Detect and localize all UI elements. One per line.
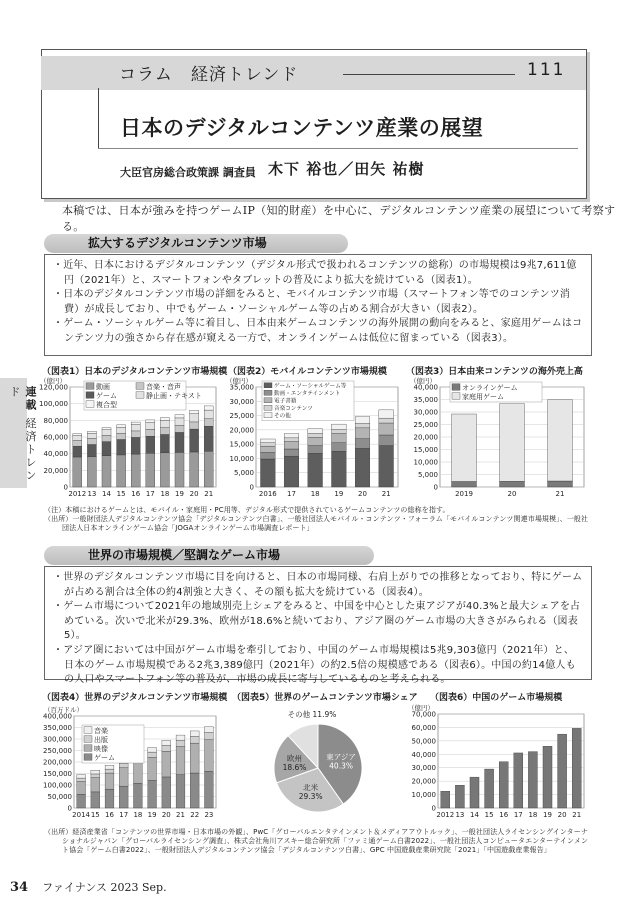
x-tick-label: 21 [176, 811, 185, 819]
bar-segment [131, 425, 140, 431]
bar-segment [117, 455, 126, 487]
x-tick-label: 19 [175, 490, 184, 498]
legend-swatch [86, 383, 94, 390]
legend-swatch [136, 392, 144, 399]
bar-segment [331, 451, 346, 487]
bar-segment [175, 452, 184, 487]
bar-segment [190, 452, 199, 487]
bar-segment [146, 430, 155, 437]
y-tick-label: 35,000 [413, 396, 438, 404]
bar-segment [260, 459, 275, 487]
x-tick-label: 20 [189, 490, 199, 498]
section1-notes [44, 506, 589, 533]
x-tick-label: 21 [572, 811, 582, 819]
y-tick-label: 25,000 [413, 421, 438, 429]
legend-label: 音楽・音声 [146, 382, 181, 391]
y-tick-label: 20,000 [413, 433, 438, 442]
page-footer [10, 879, 167, 895]
x-tick-label: 21 [204, 490, 214, 498]
legend-label: 家庭用ゲーム [462, 392, 504, 401]
note: （出所）一般財団法人デジタルコンテンツ協会「デジタルコンテンツ白書」、一般社団法人モバイル・コンテンツ・フォーラム「モバイルコンテンツ関連市場規模」、一般社団法人日本オンラインゲーム協会「JOGAオンラインゲーム市場調査レポート」 [44, 515, 589, 532]
y-tick-label: 40,000 [413, 383, 438, 392]
bar-segment [548, 400, 573, 481]
y-tick-label: 10,000 [413, 458, 438, 467]
bar-segment [355, 439, 370, 449]
bar-segment [73, 446, 82, 457]
legend-swatch [84, 754, 92, 761]
bar-segment [87, 431, 96, 433]
bullet: ・ 日本のデジタルコンテンツ市場の詳細をみると、モバイルコンテンツ市場（スマートフォン等でのコンテンツ消費）が成長しており、中でもゲーム・ソーシャルゲーム等の占める割合が大きい（図表2）。 [53, 288, 583, 317]
side-tab-label: 連載 経済トレンド [8, 386, 37, 483]
x-tick-label: 15 [116, 490, 126, 498]
bar-segment [441, 791, 450, 808]
pie-label: 東アジア [326, 752, 356, 762]
y-unit-label: （百万ドル） [44, 706, 83, 714]
bar-segment [190, 731, 199, 736]
bar-segment [190, 414, 199, 422]
legend-label: 音楽コンテンツ [274, 405, 313, 412]
y-tick-label: 100,000 [43, 781, 72, 790]
x-tick-label: 17 [145, 490, 155, 498]
y-tick-label: 80,000 [43, 416, 68, 425]
bar-segment [102, 456, 111, 487]
pie-value: 18.6% [282, 763, 307, 773]
bullet: ・ ゲーム・ソーシャルゲーム等に着目し、日本由来ゲームコンテンツの海外展開の動向をみると、家庭用ゲームはコンテンツ力の強さから存在感が窺える一方で、オンラインゲームは低位に留まっている（図表3）。 [53, 317, 583, 346]
legend-swatch [452, 384, 460, 391]
bar-segment [105, 769, 114, 773]
y-tick-label: 5,000 [233, 469, 254, 478]
page-number: 34 [10, 880, 29, 895]
bar-segment [102, 442, 111, 456]
bar-segment [105, 789, 114, 808]
legend-swatch [264, 383, 272, 388]
x-tick-label: 20 [507, 490, 517, 498]
bar-segment [355, 417, 370, 424]
bar-segment [204, 451, 213, 487]
bar-segment [284, 449, 299, 456]
bar-segment [176, 740, 185, 746]
x-tick-label: 17 [119, 811, 129, 819]
title-vertical-rule [98, 88, 99, 148]
y-tick-label: 15,000 [229, 440, 254, 449]
y-tick-label: 0 [433, 483, 438, 492]
fig4-chart [36, 702, 222, 822]
bar-segment [204, 771, 213, 808]
bar-segment [284, 442, 299, 449]
x-tick-label: 18 [133, 811, 143, 819]
bar-segment [331, 443, 346, 452]
legend-swatch [264, 413, 272, 418]
pie-label: その他 11.9% [287, 710, 337, 719]
section2-notes: （出所）経済産業省「コンテンツの世界市場・日本市場の外観」、PwC「グローバルエンタテインメント＆メディアアウトルック」、一般社団法人ライセンシングインターナショナルジャパン「グローバルライセンシング調査」、株式会社角川アスキー総合研究所「ファミ通ゲーム白書2022」、一般社団法人コンピュータエンターテインメント協会「ゲーム白書2022」、一般財団法人デジタルコンテンツ協会「デジタルコンテンツ白書」、GPC 中国遊戯産業研究院「2021」「中国遊戯産業報告」 [44, 828, 589, 854]
bar-segment [379, 423, 394, 435]
bar-segment [204, 732, 213, 739]
bar-segment [331, 433, 346, 442]
column-label: コラム 経済トレンド [119, 65, 299, 85]
x-tick-label: 16 [105, 811, 114, 819]
y-tick-label: 20,000 [229, 426, 254, 435]
bullet: ・ ゲーム市場について2021年の地域別売上シェアをみると、中国を中心とした東アジアが40.3%と最大シェアを占めている。次いで北米が29.3%、欧州が18.6%と続いており、アジア圏のゲーム市場の大きさがみられる（図表5）。 [53, 600, 583, 644]
bar-segment [190, 429, 199, 452]
y-tick-label: 150,000 [43, 770, 72, 778]
header-rule [343, 74, 515, 75]
bar-segment [105, 765, 114, 769]
x-tick-label: 20 [557, 811, 567, 819]
x-tick-label: 17 [513, 811, 523, 819]
legend-label: 動画・エンタテインメント [274, 390, 341, 397]
bar-segment [176, 775, 185, 808]
bar-segment [190, 422, 199, 429]
bar-segment [133, 762, 142, 783]
x-tick-label: 17 [287, 490, 296, 498]
legend-swatch [84, 745, 92, 752]
bar-segment [131, 454, 140, 487]
legend-label: 静止画・テキスト [146, 391, 202, 400]
bar-segment [117, 425, 126, 427]
legend-swatch [84, 736, 92, 743]
legend-label: オンラインゲーム [462, 383, 518, 392]
y-tick-label: 40,000 [411, 750, 436, 759]
section1-heading: 拡大するデジタルコンテンツ市場 [44, 234, 348, 253]
x-tick-label: 20 [358, 490, 367, 498]
column-number: 111 [527, 60, 566, 80]
bar-segment [308, 434, 323, 438]
bar-segment [73, 440, 82, 446]
legend-swatch [86, 392, 94, 399]
x-tick-label: 23 [204, 811, 214, 819]
bar-segment [117, 440, 126, 455]
bar-segment [355, 428, 370, 439]
bar-segment [176, 747, 185, 775]
fig2-chart [222, 375, 402, 499]
y-tick-label: 30,000 [413, 408, 438, 417]
x-tick-label: 19 [543, 811, 552, 819]
y-tick-label: 100,000 [39, 400, 68, 409]
y-tick-label: 20,000 [43, 466, 68, 475]
bar-segment [102, 428, 111, 430]
fig3-chart [404, 375, 590, 499]
bar-segment [379, 435, 394, 446]
y-tick-label: 70,000 [411, 710, 436, 719]
bar-segment [73, 435, 82, 440]
bar-segment [160, 435, 169, 453]
bar-segment [355, 448, 370, 487]
y-tick-label: 200,000 [43, 758, 72, 767]
bar-segment [500, 481, 525, 487]
x-tick-label: 15 [90, 811, 100, 819]
bar-segment [119, 768, 128, 786]
bar-segment [162, 740, 171, 745]
x-tick-label: 18 [528, 811, 538, 819]
fig3-title: （図表3）日本由来コンテンツの海外売上高 [406, 367, 583, 377]
bar-segment [204, 727, 213, 733]
y-tick-label: 15,000 [413, 446, 438, 454]
x-tick-label: 16 [499, 811, 509, 819]
bar-segment [148, 780, 157, 808]
bar-segment [117, 427, 126, 433]
fig1-title: （図表1）日本のデジタルコンテンツ市場規模 [42, 367, 228, 377]
title-horizontal-rule [98, 148, 578, 149]
y-unit-label: （億円） [226, 377, 252, 385]
bar-segment [485, 769, 494, 808]
bar-segment [175, 415, 184, 418]
legend-label: ゲーム [94, 753, 115, 762]
bar-segment [119, 763, 128, 767]
legend-swatch [264, 390, 272, 395]
x-tick-label: 13 [455, 811, 465, 819]
bar-segment [105, 773, 114, 789]
bar-segment [175, 425, 184, 432]
legend-label: 動画 [96, 382, 110, 391]
x-tick-label: 2016 [258, 490, 277, 498]
bar-segment [190, 736, 199, 743]
bullet: ・ アジア圏においては中国がゲーム市場を牽引しており、中国のゲーム市場規模は5兆9,303億円（2021年）と、日本のゲーム市場規模である2兆3,389億円（2021年）の約2.5倍の規模感である（図表6）。中国の約14億人もの人口やスマートフォン等の普及が、市場の成長に寄与しているものと考えられる。 [53, 644, 583, 688]
bar-segment [146, 453, 155, 487]
bar-segment [160, 453, 169, 487]
bar-segment [131, 437, 140, 454]
bar-segment [190, 410, 199, 414]
x-tick-label: 2012 [436, 811, 455, 819]
y-tick-label: 60,000 [43, 433, 68, 442]
author-department: 大臣官房総合政策課 調査員 [120, 166, 256, 179]
article-title: 日本のデジタルコンテンツ産業の展望 [120, 116, 484, 140]
legend-label: 音楽 [94, 726, 108, 735]
bar-segment [284, 438, 299, 442]
x-tick-label: 16 [131, 490, 141, 498]
x-tick-label: 18 [310, 490, 320, 498]
bar-segment [379, 418, 394, 423]
legend-label: 電子書籍 [274, 398, 297, 405]
pie-label: 北米 [303, 783, 319, 793]
fig5-chart [236, 702, 416, 822]
bar-segment [379, 446, 394, 487]
bar-segment [117, 433, 126, 439]
bar-segment [73, 434, 82, 436]
fig2-title: （図表2）モバイルコンテンツ市場規模 [228, 367, 387, 377]
y-tick-label: 40,000 [43, 450, 68, 459]
bar-segment [308, 437, 323, 445]
fig5-title: （図表5）世界のゲームコンテンツ市場シェア [232, 693, 418, 703]
y-tick-label: 5,000 [417, 471, 438, 479]
y-tick-label: 30,000 [411, 764, 436, 773]
x-tick-label: 2012 [68, 490, 87, 498]
legend-swatch [264, 405, 272, 410]
bar-segment [260, 439, 275, 443]
y-unit-label: （億円） [408, 704, 434, 712]
bar-segment [77, 775, 86, 778]
bar-segment [87, 433, 96, 438]
bar-segment [308, 453, 323, 487]
fig6-title: （図表6）中国のゲーム市場規模 [430, 693, 563, 703]
bar-segment [260, 443, 275, 446]
bar-segment [308, 429, 323, 434]
bar-segment [133, 783, 142, 808]
legend-label: ゲーム [96, 391, 117, 400]
bar-segment [162, 777, 171, 808]
fig4-title: （図表4）世界のデジタルコンテンツ市場規模 [42, 693, 228, 703]
bar-segment [204, 410, 213, 419]
pie-value: 40.3% [329, 761, 353, 771]
bar-segment [146, 423, 155, 430]
bar-segment [190, 773, 199, 808]
bar-segment [176, 735, 185, 740]
bar-segment [162, 751, 171, 777]
bar-segment [514, 753, 523, 808]
y-tick-label: 300,000 [43, 735, 72, 744]
bar-segment [77, 794, 86, 808]
x-tick-label: 2014 [72, 811, 91, 819]
bar-segment [160, 428, 169, 435]
bar-segment [148, 757, 157, 780]
bar-segment [73, 457, 82, 487]
x-tick-label: 14 [470, 811, 479, 819]
bar-segment [331, 429, 346, 433]
bar-segment [162, 745, 171, 751]
bar-segment [260, 452, 275, 459]
y-tick-label: 400,000 [43, 712, 72, 721]
bar-segment [87, 445, 96, 457]
x-tick-label: 20 [161, 811, 171, 819]
x-tick-label: 15 [484, 811, 494, 819]
bar-segment [131, 431, 140, 438]
bar-segment [77, 782, 86, 795]
x-tick-label: 22 [190, 811, 200, 819]
bar-segment [379, 410, 394, 418]
y-tick-label: 35,000 [229, 383, 254, 392]
y-tick-label: 10,000 [229, 454, 254, 463]
y-tick-label: 25,000 [229, 412, 254, 421]
legend-label: 複合型 [96, 400, 117, 409]
bar-segment [355, 424, 370, 428]
x-tick-label: 2019 [455, 490, 473, 498]
x-tick-label: 18 [160, 490, 170, 498]
bar-segment [87, 439, 96, 445]
legend-swatch [86, 401, 94, 408]
legend-label: その他 [274, 413, 291, 420]
x-tick-label: 13 [87, 490, 97, 498]
bar-segment [284, 434, 299, 438]
bar-segment [131, 422, 140, 425]
bar-segment [543, 746, 552, 808]
bar-segment [160, 421, 169, 428]
bar-segment [148, 748, 157, 753]
y-tick-label: 10,000 [411, 791, 436, 800]
bar-segment [284, 456, 299, 487]
legend-label: 出版 [94, 735, 108, 744]
bar-segment [204, 740, 213, 772]
bar-segment [91, 774, 100, 778]
bar-segment [146, 420, 155, 423]
bar-segment [102, 435, 111, 441]
y-tick-label: 0 [431, 804, 436, 813]
y-unit-label: （億円） [410, 377, 436, 385]
bar-segment [260, 446, 275, 452]
bar-segment [148, 752, 157, 757]
bar-segment [87, 457, 96, 487]
y-tick-label: 0 [63, 483, 68, 492]
bar-segment [91, 792, 100, 808]
section2-heading: 世界の市場規模／堅調なゲーム市場 [44, 546, 374, 565]
x-tick-label: 19 [147, 811, 157, 819]
bar-segment [452, 482, 477, 488]
y-tick-label: 20,000 [411, 777, 436, 786]
bullet: ・ 世界のデジタルコンテンツ市場に目を向けると、日本の市場同様、右肩上がりでの推移となっており、特にゲームが占める割合は全体の約4割強と大きく、その額も拡大を続けている（図表4）。 [53, 571, 583, 600]
bar-segment [548, 481, 573, 487]
y-tick-label: 60,000 [411, 723, 436, 732]
x-tick-label: 21 [555, 490, 565, 498]
y-tick-label: 250,000 [43, 747, 72, 755]
legend-swatch [452, 393, 460, 400]
bar-segment [204, 406, 213, 410]
bar-segment [91, 778, 100, 792]
bar-segment [204, 419, 213, 426]
y-tick-label: 0 [249, 483, 254, 492]
y-tick-label: 50,000 [411, 737, 436, 746]
section2-bullets [44, 566, 592, 686]
bar-segment [160, 418, 169, 421]
y-tick-label: 30,000 [229, 397, 254, 406]
bar-segment [119, 786, 128, 808]
bar-segment [175, 418, 184, 426]
pie-label: 欧州 [286, 754, 302, 764]
bar-segment [175, 432, 184, 452]
bar-segment [499, 762, 508, 808]
author-names: 木下 裕也／田矢 祐樹 [268, 160, 425, 178]
y-unit-label: （億円） [40, 377, 66, 385]
side-tab [0, 378, 37, 488]
y-tick-label: 0 [67, 804, 72, 813]
bar-segment [146, 436, 155, 453]
bar-segment [500, 404, 525, 482]
bar-segment [308, 446, 323, 454]
legend-swatch [136, 383, 144, 390]
lead-paragraph: 本稿では、日本が強みを持つゲームIP（知的財産）を中心に、デジタルコンテンツ産業の展望について考察する。 [62, 204, 616, 233]
bar-segment [455, 785, 464, 808]
bullet: ・ 近年、日本におけるデジタルコンテンツ（デジタル形式で扱われるコンテンツの総称）の市場規模は9兆7,611億円（2021年）と、スマートフォンやタブレットの普及により拡大を続けている（図表1）。 [53, 259, 583, 288]
footer-text: ファイナンス 2023 Sep. [42, 881, 167, 894]
fig1-chart [36, 375, 222, 499]
bar-segment [91, 770, 100, 774]
bar-segment [452, 414, 477, 482]
note: （注）本稿におけるゲームとは、モバイル・家庭用・PC用等、デジタル形式で提供されているゲームコンテンツの総称を指す。 [44, 506, 450, 514]
section1-bullets [44, 254, 592, 356]
fig6-chart [404, 702, 590, 822]
x-tick-label: 19 [334, 490, 344, 498]
y-tick-label: 50,000 [47, 793, 72, 801]
bar-segment [77, 778, 86, 781]
bar-segment [204, 426, 213, 451]
bar-segment [102, 430, 111, 436]
y-tick-label: 120,000 [39, 383, 68, 392]
legend-swatch [264, 398, 272, 403]
x-tick-label: 14 [102, 490, 111, 498]
bar-segment [190, 743, 199, 773]
y-tick-label: 350,000 [43, 724, 72, 732]
bar-segment [331, 424, 346, 429]
legend-label: 映像 [94, 744, 108, 753]
pie-value: 29.3% [298, 792, 323, 802]
bar-segment [470, 777, 479, 808]
bar-segment [528, 752, 537, 808]
bar-segment [572, 728, 581, 808]
legend-label: ゲーム・ソーシャルゲーム等 [274, 383, 347, 390]
legend-swatch [84, 727, 92, 734]
x-tick-label: 21 [381, 490, 391, 498]
bar-segment [558, 734, 567, 808]
